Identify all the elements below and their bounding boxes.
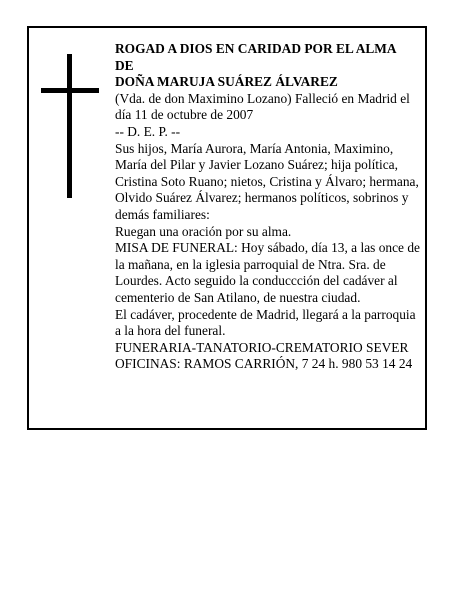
rip-line: -- D. E. P. -- (115, 123, 181, 139)
prayer-request: Ruegan una oración por su alma. (115, 223, 292, 239)
latin-cross-icon (41, 54, 99, 198)
family-list: Sus hijos, María Aurora, María Antonia, Maximino, María del Pilar y Javier Lozano Suárez; hija política, Cristina Soto Ruano; nietos, Cristina y Álvaro; hermana, Olvido Suárez Álvarez; hermanos políticos, sobrinos y demás familiares: (115, 140, 419, 222)
deceased-name: DOÑA MARUJA SUÁREZ ÁLVAREZ (115, 74, 338, 90)
heading-line-2: DE (115, 57, 134, 73)
obituary-notice (27, 26, 427, 430)
obituary-text (115, 41, 423, 373)
funeral-home: FUNERARIA-TANATORIO-CREMATORIO SEVER (115, 339, 409, 355)
death-details: (Vda. de don Maximino Lozano) Falleció en Madrid el día 11 de octubre de 2007 (115, 90, 410, 123)
arrival-note: El cadáver, procedente de Madrid, llegará a la parroquia a la hora del funeral. (115, 306, 416, 339)
cross-vertical-bar (67, 54, 72, 198)
funeral-mass: MISA DE FUNERAL: Hoy sábado, día 13, a las once de la mañana, en la iglesia parroquial de Ntra. Sra. de Lourdes. Acto seguido la conduccción del cadáver al cementerio de San Atilano, de nuestra ciudad. (115, 240, 420, 305)
offices: OFICINAS: RAMOS CARRIÓN, 7 24 h. 980 53 14 24 (115, 356, 413, 372)
cross-horizontal-bar (41, 88, 99, 93)
heading-line-1: ROGAD A DIOS EN CARIDAD POR EL ALMA (115, 41, 397, 56)
